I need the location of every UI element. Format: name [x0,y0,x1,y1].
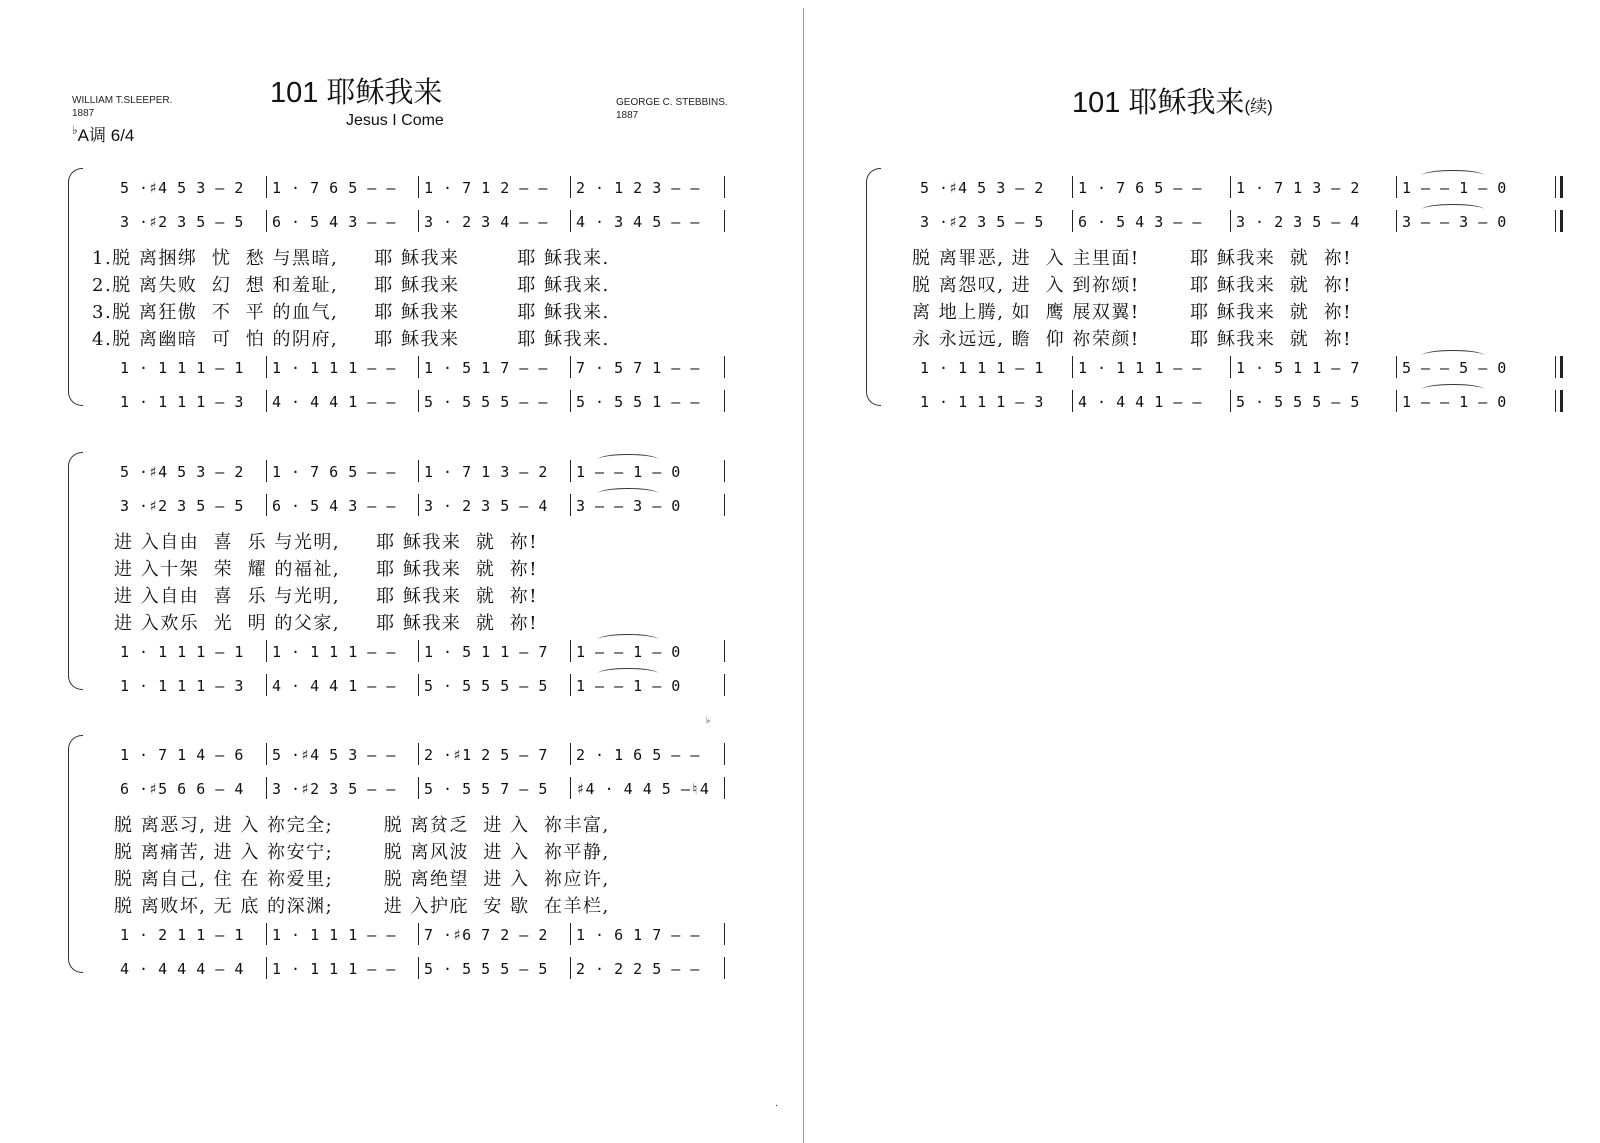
bar-line [418,957,419,979]
measure: 1 · 1 1 1 — 1 [120,643,244,661]
measure: 1 · 7 6 5 — — [272,463,396,481]
bar-line [266,923,267,945]
score-system [68,735,738,985]
bar-line [570,176,571,198]
bar-line [724,356,725,378]
bar-line [1230,176,1231,198]
measure: 6 ·♯5 6 6 — 4 [120,780,244,798]
measure: 5 · 5 5 7 — 5 [424,780,548,798]
bar-line [266,640,267,662]
measure: 5 · 5 5 5 — 5 [1236,393,1360,411]
score-system [866,168,1556,418]
bar-line [1230,390,1231,412]
page-divider [803,8,804,1143]
measure: 3 — — 3 — 0 [576,497,681,515]
lyric-line: 脱 离罪恶, 进 入 主里面! 耶 稣我来 就 祢! [912,248,1352,269]
bar-line [418,494,419,516]
bar-line [724,923,725,945]
measure: 1 — — 1 — 0 [576,463,681,481]
lyric-line: 脱 离痛苦, 进 入 祢安宁; 脱 离风波 进 入 祢平静, [114,842,610,863]
lyricist-year: 1887 [72,108,95,119]
measure: 1 — — 1 — 0 [1402,179,1507,197]
bar-line [570,390,571,412]
tie-mark [1422,170,1484,181]
bar-line [418,743,419,765]
lyric-line: 离 地上腾, 如 鹰 展双翼! 耶 稣我来 就 祢! [912,302,1352,323]
measure: 5 ·♯4 5 3 — 2 [120,179,244,197]
bar-line [266,460,267,482]
composer-credit [616,96,728,122]
measure: 1 · 5 1 1 — 7 [1236,359,1360,377]
measure: 1 · 5 1 7 — — [424,359,548,377]
measure: 5 · 5 5 5 — 5 [424,960,548,978]
lyric-line: 脱 离自己, 住 在 祢爱里; 脱 离绝望 进 入 祢应许, [114,869,610,890]
bar-line [570,460,571,482]
measure: 5 · 5 5 5 — — [424,393,548,411]
bar-line [1560,176,1563,198]
measure: 4 · 4 4 4 — 4 [120,960,244,978]
bar-line [1560,356,1563,378]
bar-line [1072,210,1073,232]
flat-marker: ♭ [706,716,711,726]
lyric-line: 2.脱 离失败 幻 想 和羞耻, 耶 稣我来 耶 稣我来. [92,275,610,296]
tie-mark [598,488,658,499]
bar-line [266,494,267,516]
bar-line [570,777,571,799]
lyricist-name: WILLIAM T.SLEEPER. [72,95,173,106]
bar-line [266,743,267,765]
lyric-line: 脱 离败坏, 无 底 的深渊; 进 入护庇 安 歇 在羊栏, [114,896,610,917]
measure: 2 ·♯1 2 5 — 7 [424,746,548,764]
measure: 7 ·♯6 7 2 — 2 [424,926,548,944]
footer-mark: . [775,1099,778,1109]
measure: 1 · 1 1 1 — — [272,643,396,661]
bar-line [570,640,571,662]
bar-line [724,674,725,696]
measure: 1 · 7 6 5 — — [272,179,396,197]
notation-row [68,771,738,805]
flat-sign-icon: ♭ [72,123,78,137]
bar-line [1072,176,1073,198]
notation-row [68,170,738,204]
score-system [68,452,738,702]
measure: 1 · 7 1 2 — — [424,179,548,197]
title-continued-label: (续) [1244,97,1273,116]
bar-line [1396,210,1397,232]
bar-line [1560,390,1563,412]
measure: 3 — — 3 — 0 [1402,213,1507,231]
bar-line [1560,210,1563,232]
bar-line [1396,390,1397,412]
bar-line [418,923,419,945]
measure: 3 · 2 3 5 — 4 [424,497,548,515]
lyric-line: 脱 离恶习, 进 入 祢完全; 脱 离贫乏 进 入 祢丰富, [114,815,610,836]
lyric-line: 1.脱 离捆绑 忧 愁 与黑暗, 耶 稣我来 耶 稣我来. [92,248,610,269]
bar-line [266,210,267,232]
measure: 6 · 5 4 3 — — [1078,213,1202,231]
bar-line [724,210,725,232]
bar-line [1230,210,1231,232]
measure: 1 · 5 1 1 — 7 [424,643,548,661]
measure: 4 · 3 4 5 — — [576,213,700,231]
right-page [806,0,1600,1143]
bar-line [266,957,267,979]
measure: 1 — — 1 — 0 [576,643,681,661]
measure: 6 · 5 4 3 — — [272,497,396,515]
measure: 5 ·♯4 5 3 — — [272,746,396,764]
measure: 5 · 5 5 5 — 5 [424,677,548,695]
bar-line [418,210,419,232]
measure: 5 ·♯4 5 3 — 2 [120,463,244,481]
measure: 1 · 1 1 1 — — [272,960,396,978]
measure: 1 · 7 1 3 — 2 [1236,179,1360,197]
bar-line [570,210,571,232]
measure: 5 ·♯4 5 3 — 2 [920,179,1044,197]
key-text: A调 6/4 [77,126,135,145]
bar-line [266,356,267,378]
tie-mark [1422,204,1484,215]
bar-line [418,674,419,696]
measure: 4 · 4 4 1 — — [1078,393,1202,411]
tie-mark [1422,350,1484,361]
score-system [68,168,738,418]
measure: 2 · 2 2 5 — — [576,960,700,978]
measure: 1 · 1 1 1 — — [272,359,396,377]
bar-line [724,494,725,516]
notation-row [68,951,738,985]
bar-line [1072,390,1073,412]
bar-line [724,460,725,482]
measure: 5 · 5 5 1 — — [576,393,700,411]
tie-mark [598,454,658,465]
page-title: 101 耶稣我来 [270,77,443,109]
measure: 3 · 2 3 5 — 4 [1236,213,1360,231]
page-title-continued [1072,80,1273,121]
lyric-line: 脱 离怨叹, 进 入 到祢颂! 耶 稣我来 就 祢! [912,275,1352,296]
bar-line [570,743,571,765]
bar-line [570,674,571,696]
measure: 1 · 1 1 1 — — [1078,359,1202,377]
bar-line [1230,356,1231,378]
bar-line [418,640,419,662]
lyricist-credit [72,94,172,120]
measure: 1 · 2 1 1 — 1 [120,926,244,944]
measure: 1 — — 1 — 0 [1402,393,1507,411]
measure: 4 · 4 4 1 — — [272,393,396,411]
bar-line [1072,356,1073,378]
measure: 1 · 7 1 3 — 2 [424,463,548,481]
bar-line [418,390,419,412]
measure: 1 · 1 1 1 — — [272,926,396,944]
measure: 5 — — 5 — 0 [1402,359,1507,377]
notation-row [68,204,738,238]
measure: 1 · 1 1 1 — 3 [120,677,244,695]
lyric-line: 永 永远远, 瞻 仰 祢荣颜! 耶 稣我来 就 祢! [912,329,1352,350]
measure: 1 · 1 1 1 — 3 [920,393,1044,411]
lyric-line: 3.脱 离狂傲 不 平 的血气, 耶 稣我来 耶 稣我来. [92,302,610,323]
measure: 3 ·♯2 3 5 — 5 [920,213,1044,231]
bar-line [570,957,571,979]
notation-row [68,350,738,384]
tie-mark [598,668,658,679]
measure: 6 · 5 4 3 — — [272,213,396,231]
lyric-line: 进 入十架 荣 耀 的福祉, 耶 稣我来 就 祢! [114,559,539,580]
lyric-line: 4.脱 离幽暗 可 怕 的阴府, 耶 稣我来 耶 稣我来. [92,329,610,350]
bar-line [724,957,725,979]
bar-line [266,390,267,412]
measure: 7 · 5 7 1 — — [576,359,700,377]
measure: 3 · 2 3 4 — — [424,213,548,231]
bar-line [1396,356,1397,378]
composer-name: GEORGE C. STEBBINS. [616,97,728,108]
bar-line [1396,176,1397,198]
measure: 3 ·♯2 3 5 — — [272,780,396,798]
bar-line [266,176,267,198]
measure: ♯4 · 4 4 5 —♮4 [576,780,710,798]
bar-line [266,777,267,799]
measure: 1 — — 1 — 0 [576,677,681,695]
measure: 4 · 4 4 1 — — [272,677,396,695]
measure: 2 · 1 6 5 — — [576,746,700,764]
measure: 1 · 7 1 4 — 6 [120,746,244,764]
tie-mark [1422,384,1484,395]
bar-line [724,777,725,799]
lyric-line: 进 入自由 喜 乐 与光明, 耶 稣我来 就 祢! [114,532,539,553]
bar-line [418,176,419,198]
notation-row [68,737,738,771]
notation-row [68,384,738,418]
page-subtitle: Jesus I Come [346,112,444,129]
bar-line [724,176,725,198]
bar-line [570,923,571,945]
measure: 1 · 1 1 1 — 3 [120,393,244,411]
bar-line [724,640,725,662]
key-signature [72,121,134,146]
bar-line [724,743,725,765]
tie-mark [598,634,658,645]
measure: 1 · 1 1 1 — 1 [920,359,1044,377]
measure: 3 ·♯2 3 5 — 5 [120,213,244,231]
measure: 1 · 7 6 5 — — [1078,179,1202,197]
bar-line [570,356,571,378]
bar-line [418,356,419,378]
measure: 1 · 1 1 1 — 1 [120,359,244,377]
bar-line [266,674,267,696]
title-text: 101 耶稣我来 [1072,87,1245,119]
bar-line [570,494,571,516]
measure: 3 ·♯2 3 5 — 5 [120,497,244,515]
bar-line [418,460,419,482]
notation-row [68,917,738,951]
composer-year: 1887 [616,110,639,121]
lyric-line: 进 入欢乐 光 明 的父家, 耶 稣我来 就 祢! [114,613,539,634]
bar-line [418,777,419,799]
measure: 1 · 6 1 7 — — [576,926,700,944]
lyric-line: 进 入自由 喜 乐 与光明, 耶 稣我来 就 祢! [114,586,539,607]
measure: 2 · 1 2 3 — — [576,179,700,197]
bar-line [724,390,725,412]
